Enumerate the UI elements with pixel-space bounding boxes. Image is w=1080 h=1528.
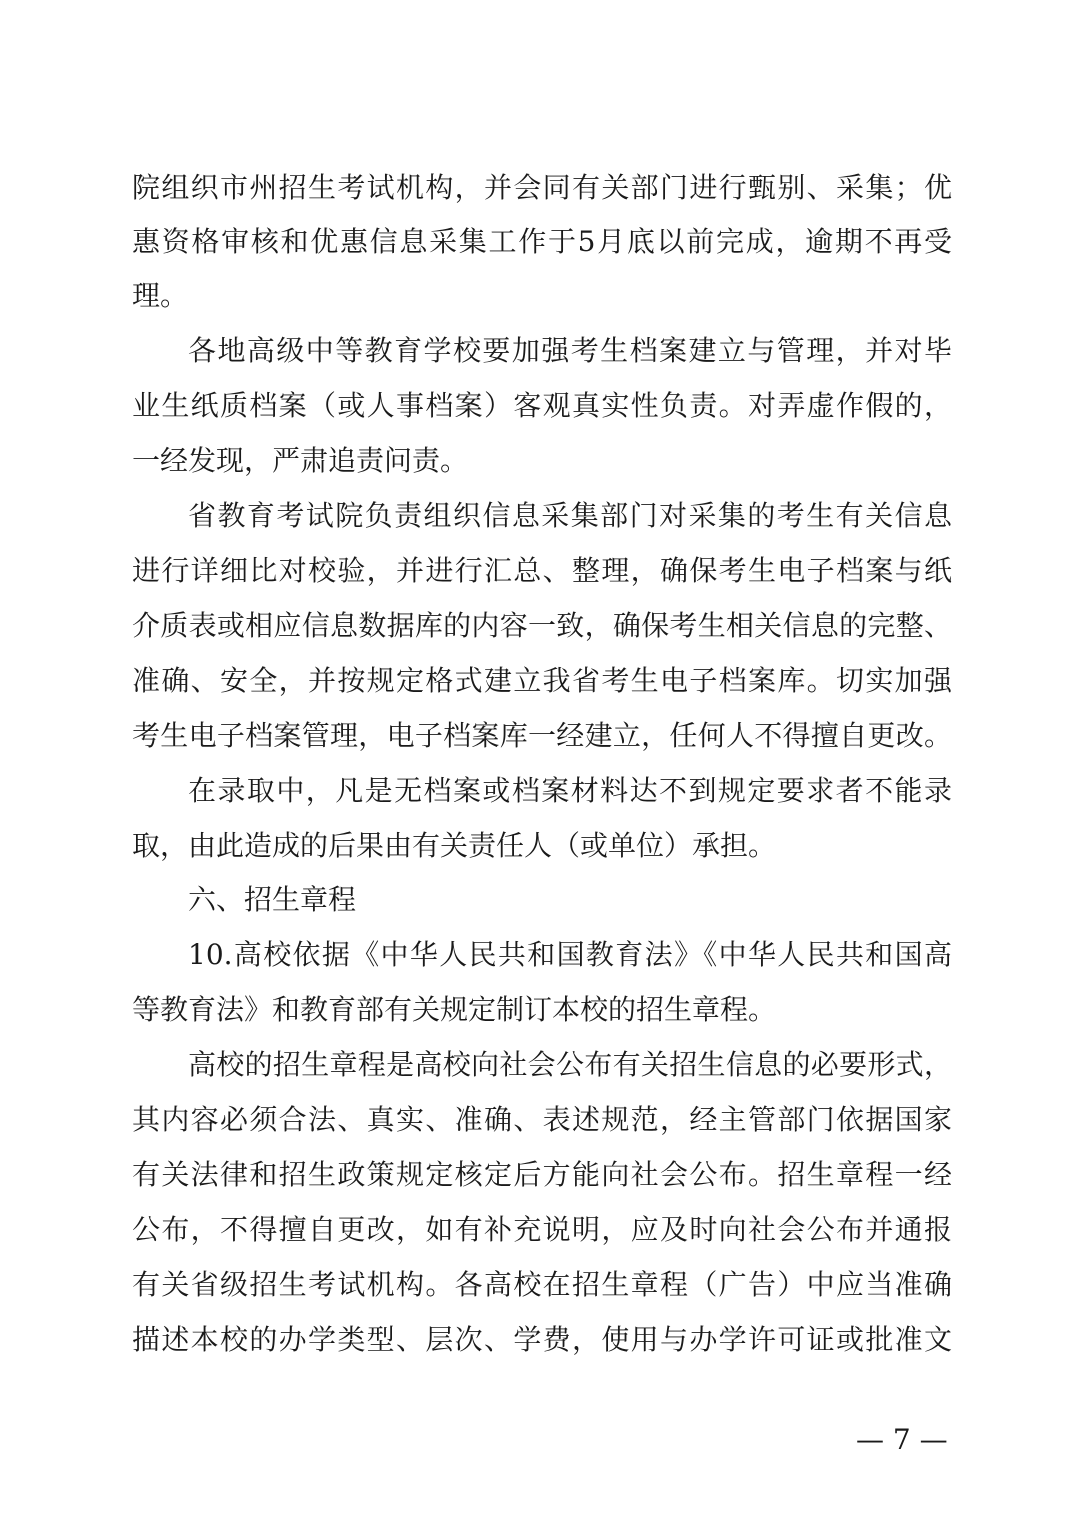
text-line: 在录取中，凡是无档案或档案材料达不到规定要求者不能录 <box>188 774 952 807</box>
text-line: 省教育考试院负责组织信息采集部门对采集的考生有关信息 <box>188 499 952 532</box>
page-number: — 7 — <box>856 1423 948 1456</box>
text-line: 有关法律和招生政策规定核定后方能向社会公布。招生章程一经 <box>132 1158 952 1191</box>
text-line: 理。 <box>132 279 189 312</box>
text-line: 业生纸质档案（或人事档案）客观真实性负责。对弄虚作假的， <box>132 389 952 422</box>
text-line: 有关省级招生考试机构。各高校在招生章程（广告）中应当准确 <box>132 1268 952 1301</box>
text-line: 考生电子档案管理，电子档案库一经建立，任何人不得擅自更改。 <box>132 719 952 752</box>
text-line: 惠资格审核和优惠信息采集工作于5月底以前完成，逾期不再受 <box>132 225 952 258</box>
section-heading: 六、招生章程 <box>188 883 357 916</box>
text-line: 取，由此造成的后果由有关责任人（或单位）承担。 <box>132 829 777 862</box>
text-line: 等教育法》和教育部有关规定制订本校的招生章程。 <box>132 993 777 1026</box>
text-line: 各地高级中等教育学校要加强考生档案建立与管理，并对毕 <box>188 334 952 367</box>
text-line: 准确、安全，并按规定格式建立我省考生电子档案库。切实加强 <box>132 664 952 697</box>
text-line: 介质表或相应信息数据库的内容一致，确保考生相关信息的完整、 <box>132 609 952 642</box>
text-line: 描述本校的办学类型、层次、学费，使用与办学许可证或批准文 <box>132 1323 952 1356</box>
text-line: 10.高校依据《中华人民共和国教育法》《中华人民共和国高 <box>188 938 952 971</box>
text-line: 其内容必须合法、真实、准确、表述规范，经主管部门依据国家 <box>132 1103 952 1136</box>
text-line: 院组织市州招生考试机构，并会同有关部门进行甄别、采集；优 <box>132 171 952 204</box>
text-line: 高校的招生章程是高校向社会公布有关招生信息的必要形式， <box>188 1048 952 1081</box>
text-line: 一经发现，严肃追责问责。 <box>132 444 469 477</box>
text-line: 公布，不得擅自更改，如有补充说明，应及时向社会公布并通报 <box>132 1213 952 1246</box>
text-line: 进行详细比对校验，并进行汇总、整理，确保考生电子档案与纸 <box>132 554 952 587</box>
